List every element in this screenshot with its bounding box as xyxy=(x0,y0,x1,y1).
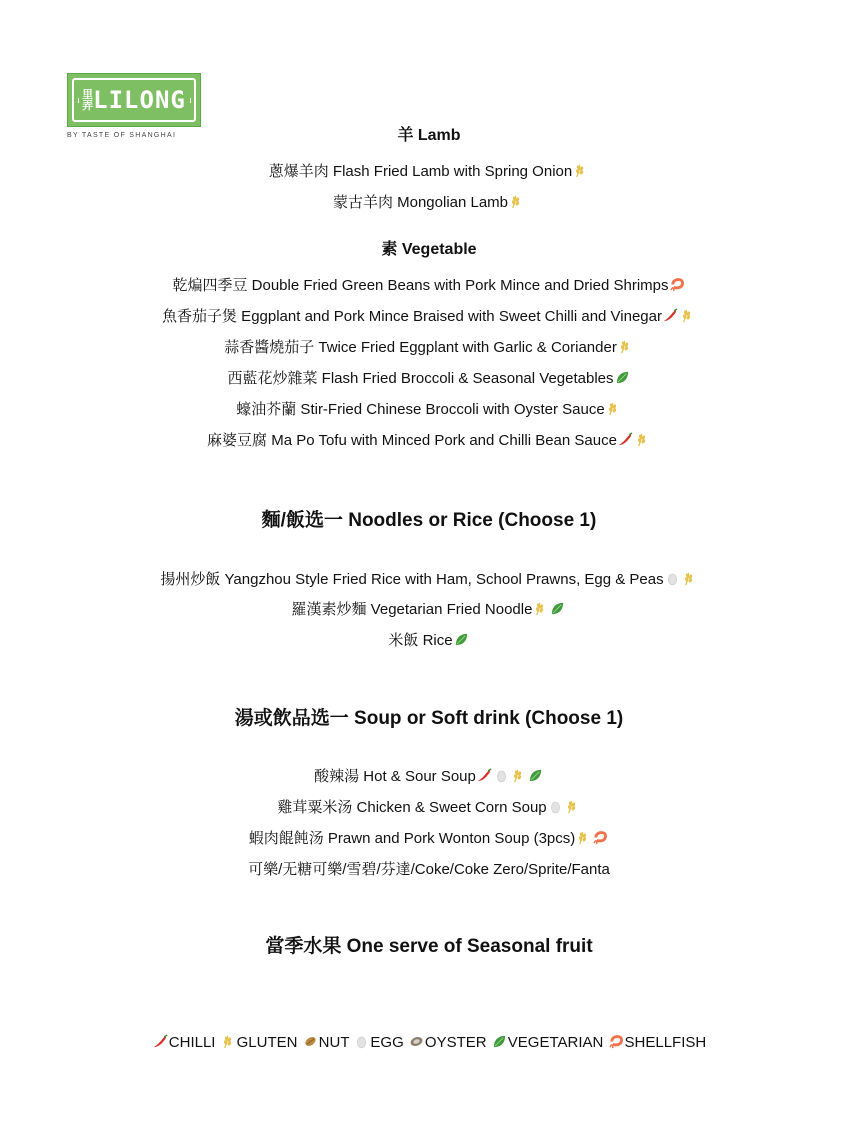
gluten-icon xyxy=(573,163,588,178)
gluten-icon xyxy=(635,432,650,447)
gluten-icon xyxy=(533,601,548,616)
legend-icon-wrap xyxy=(408,1034,425,1051)
chilli-icon xyxy=(618,432,633,447)
gluten-icon xyxy=(509,194,524,209)
allergen-icons xyxy=(572,163,589,180)
chilli-icon xyxy=(663,308,678,323)
allergen-icons xyxy=(547,799,581,816)
legend-entry xyxy=(152,1034,216,1051)
vegetarian-icon xyxy=(492,1034,507,1049)
chilli-icon xyxy=(477,768,492,783)
vegetarian-icon xyxy=(615,370,630,385)
menu-item xyxy=(0,398,858,419)
menu-item xyxy=(0,160,858,181)
egg-icon xyxy=(354,1034,369,1049)
allergen-icons xyxy=(617,339,634,356)
gluten-icon xyxy=(680,308,695,323)
allergen-icons xyxy=(605,401,622,418)
menu-item-label: 雞茸粟米汤 Chicken & Sweet Corn Soup xyxy=(277,799,547,816)
menu-item-label: 蔥爆羊肉 Flash Fried Lamb with Spring Onion xyxy=(268,163,573,180)
menu-item-label: 蠔油芥蘭 Stir-Fried Chinese Broccoli with Oyster Sauce xyxy=(236,401,605,418)
legend-icon-wrap xyxy=(302,1034,319,1051)
allergen-icons xyxy=(508,194,525,211)
fruit-heading: 當季水果 One serve of Seasonal fruit xyxy=(265,936,593,957)
menu-item-label: 揚州炒飯 Yangzhou Style Fried Rice with Ham, School Prawns, Egg & Peas xyxy=(160,571,664,588)
allergen-icons xyxy=(662,308,696,325)
gluten-icon xyxy=(221,1034,236,1049)
menu-item-label: 魚香茄子煲 Eggplant and Pork Mince Braised with Sweet Chilli and Vinegar xyxy=(162,308,662,325)
gluten-icon xyxy=(606,401,621,416)
lamb-heading: 羊 Lamb xyxy=(397,127,461,144)
menu-item xyxy=(0,305,858,326)
menu-item-label: 米飯 Rice xyxy=(388,632,453,649)
gluten-icon xyxy=(576,830,591,845)
vegetarian-icon xyxy=(454,632,469,647)
chilli-icon xyxy=(153,1034,168,1049)
menu-item-label: 乾煸四季豆 Double Fried Green Beans with Pork Mince and Dried Shrimps xyxy=(172,277,669,294)
legend-entry xyxy=(220,1034,298,1051)
menu-item xyxy=(0,429,858,450)
vegetarian-icon xyxy=(550,601,565,616)
legend-entry xyxy=(408,1034,487,1051)
legend-icon-wrap xyxy=(152,1034,169,1051)
allergen-icons xyxy=(617,432,651,449)
menu-item xyxy=(0,367,858,388)
menu-item xyxy=(0,191,858,212)
gluten-icon xyxy=(565,799,580,814)
allergen-icons xyxy=(532,601,566,618)
legend-entry xyxy=(353,1034,403,1051)
logo-name: LILONG xyxy=(93,86,186,114)
logo-badge xyxy=(67,73,201,127)
legend-label: GLUTEN xyxy=(236,1034,298,1051)
menu-item-label: 麻婆豆腐 Ma Po Tofu with Minced Pork and Chilli Bean Sauce xyxy=(207,432,617,449)
egg-icon xyxy=(494,768,509,783)
allergen-icons xyxy=(453,632,470,649)
shellfish-icon xyxy=(609,1034,624,1049)
gluten-icon xyxy=(618,339,633,354)
legend-label: SHELLFISH xyxy=(624,1034,707,1051)
menu-item-label: 羅漢素炒麵 Vegetarian Fried Noodle xyxy=(291,601,533,618)
menu-item-label: 西藍花炒雜菜 Flash Fried Broccoli & Seasonal Vegetables xyxy=(227,370,614,387)
egg-icon xyxy=(548,799,563,814)
menu-item xyxy=(0,765,858,786)
legend-label: VEGETARIAN xyxy=(507,1034,604,1051)
allergen-icons xyxy=(614,370,631,387)
legend-entry xyxy=(302,1034,350,1051)
menu-item xyxy=(0,827,858,848)
legend-icon-wrap xyxy=(220,1034,237,1051)
gluten-icon xyxy=(682,571,697,586)
nut-icon xyxy=(303,1034,318,1049)
legend-label: EGG xyxy=(370,1034,404,1051)
allergen-icons xyxy=(664,571,698,588)
allergen-icons xyxy=(669,277,686,294)
legend-icon-wrap xyxy=(353,1034,370,1051)
menu-item xyxy=(0,336,858,357)
allergen-icons xyxy=(575,830,609,847)
menu-item-label: 蒜香醬燒茄子 Twice Fried Eggplant with Garlic & Coriander xyxy=(224,339,617,356)
soup-heading: 湯或飲品选一 Soup or Soft drink (Choose 1) xyxy=(234,708,624,729)
allergen-icons xyxy=(476,768,544,785)
menu-item xyxy=(0,568,858,589)
menu-item-label: 蝦肉餛飩汤 Prawn and Pork Wonton Soup (3pcs) xyxy=(248,830,576,847)
legend-icon-wrap xyxy=(491,1034,508,1051)
menu-item-label: 可樂/无糖可樂/雪碧/芬達/Coke/Coke Zero/Sprite/Fanta xyxy=(248,861,610,878)
menu-item xyxy=(0,274,858,295)
menu-item-label: 蒙古羊肉 Mongolian Lamb xyxy=(332,194,509,211)
legend-label: OYSTER xyxy=(424,1034,487,1051)
logo-tagline: BY TASTE OF SHANGHAI xyxy=(67,132,177,139)
gluten-icon xyxy=(511,768,526,783)
allergen-legend xyxy=(0,1034,858,1051)
logo-chinese: 里弄 xyxy=(82,88,94,112)
oyster-icon xyxy=(409,1034,424,1049)
noodles-heading: 麵/飯选一 Noodles or Rice (Choose 1) xyxy=(261,510,597,531)
legend-entry xyxy=(608,1034,707,1051)
menu-item-label: 酸辣湯 Hot & Sour Soup xyxy=(314,768,476,785)
egg-icon xyxy=(665,571,680,586)
menu-item xyxy=(0,858,858,879)
shellfish-icon xyxy=(593,830,608,845)
vegetarian-icon xyxy=(528,768,543,783)
shellfish-icon xyxy=(670,277,685,292)
menu-item xyxy=(0,796,858,817)
menu-item xyxy=(0,629,858,650)
menu-item xyxy=(0,598,858,619)
legend-icon-wrap xyxy=(608,1034,625,1051)
vegetable-heading: 素 Vegetable xyxy=(381,241,477,258)
legend-label: NUT xyxy=(318,1034,350,1051)
legend-entry xyxy=(491,1034,604,1051)
legend-label: CHILLI xyxy=(168,1034,216,1051)
